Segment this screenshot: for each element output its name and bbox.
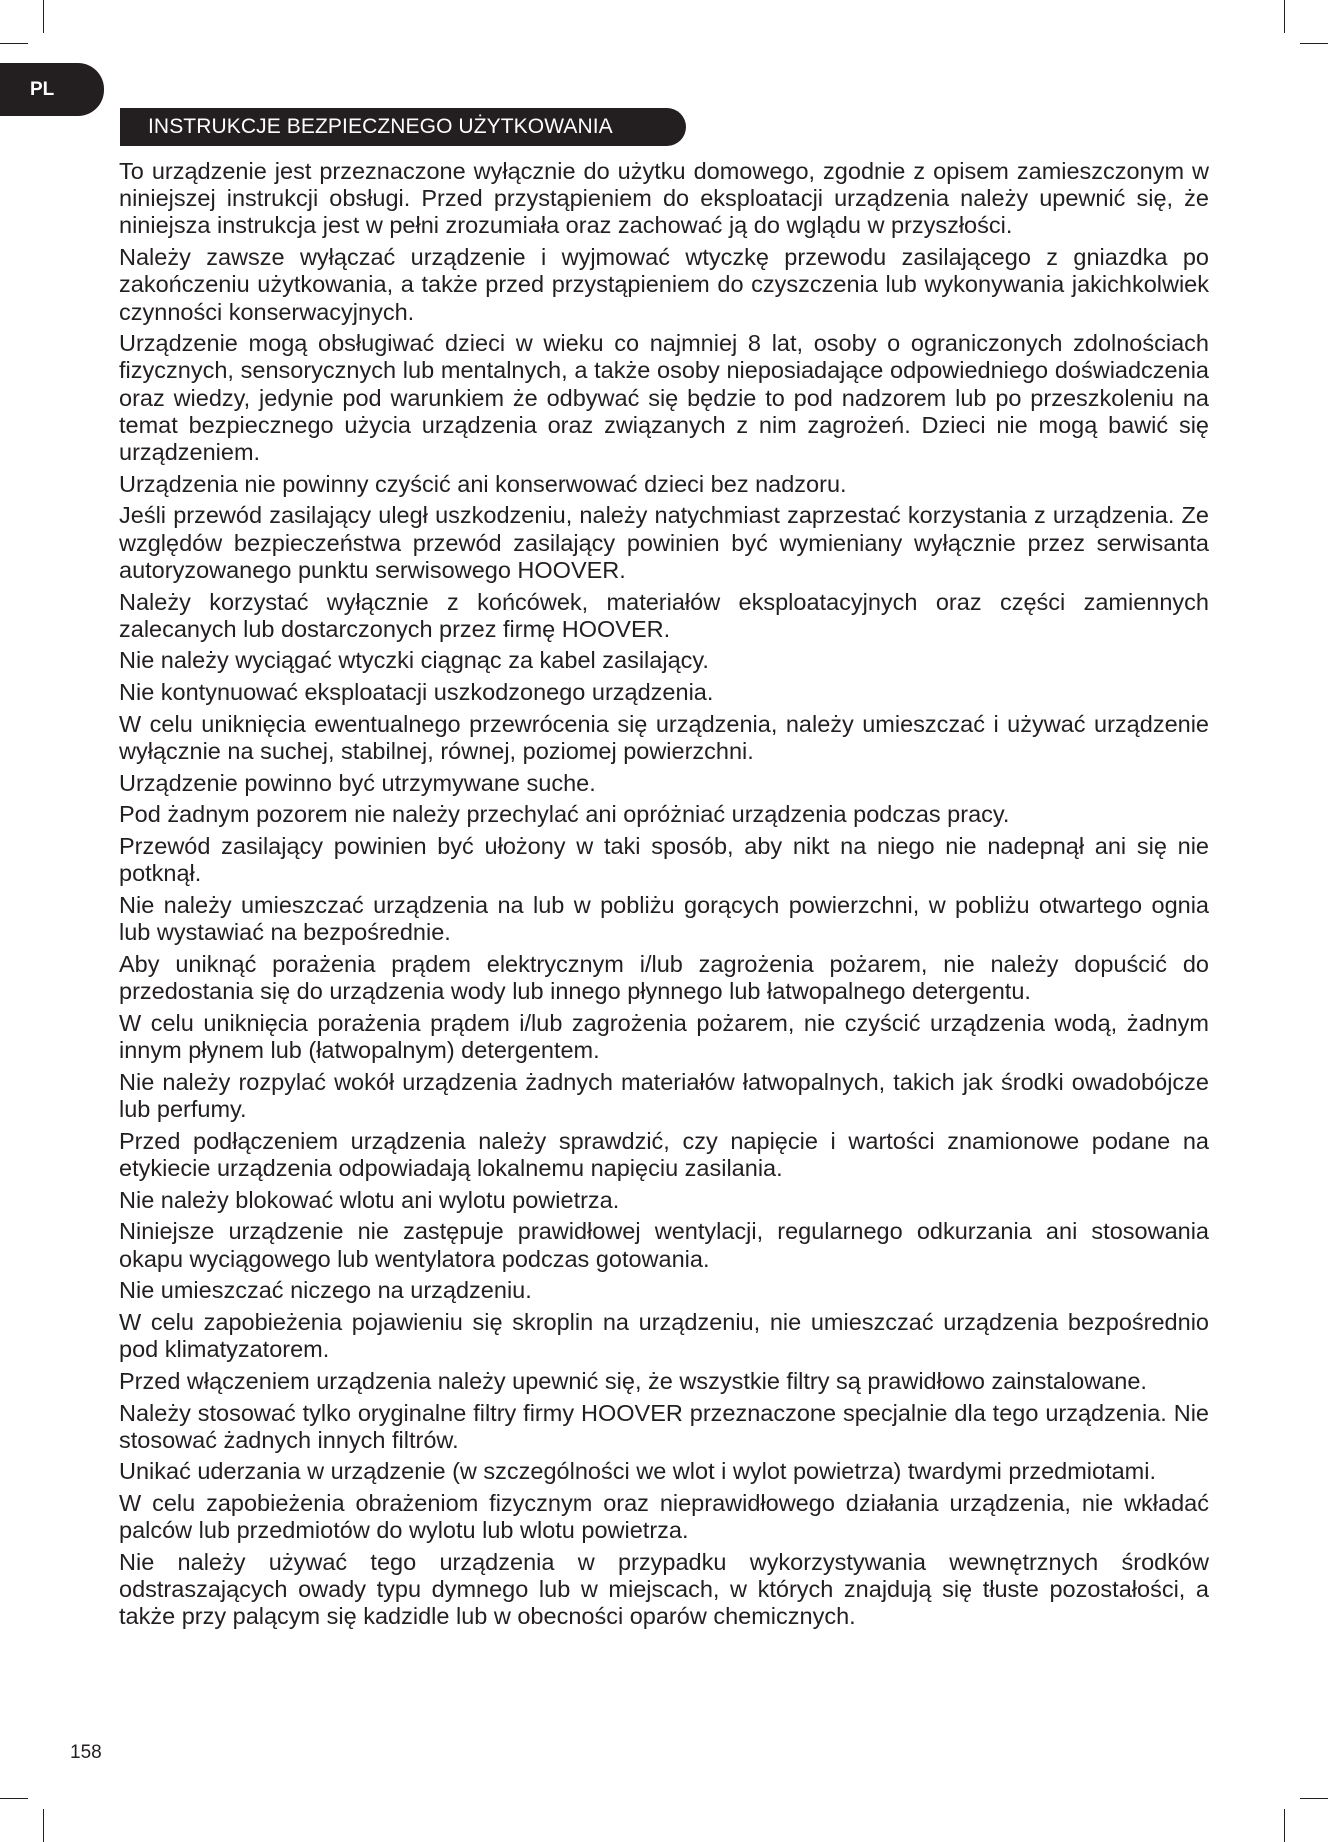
section-title: INSTRUKCJE BEZPIECZNEGO UŻYTKOWANIA: [120, 108, 686, 146]
safety-instructions-body: [119, 158, 1209, 1635]
paragraph: Jeśli przewód zasilający uległ uszkodzeniu, należy natychmiast zaprzestać korzystania z urządzenia. Ze względów bezpieczeństwa przewód zasilający powinien być wymieniany wyłącznie przez serwisanta autoryzowanego punktu serwisowego HOOVER.: [119, 502, 1209, 583]
crop-mark-top-right: [1284, 0, 1285, 33]
page-number: 158: [70, 1742, 102, 1763]
crop-mark-top-right-h: [1300, 43, 1328, 44]
paragraph: Unikać uderzania w urządzenie (w szczególności we wlot i wylot powietrza) twardymi przedmiotami.: [119, 1458, 1156, 1485]
crop-mark-bottom-left-h: [0, 1798, 28, 1799]
paragraph: Należy stosować tylko oryginalne filtry firmy HOOVER przeznaczone specjalnie dla tego urządzenia. Nie stosować żadnych innych filtrów.: [119, 1399, 1209, 1453]
paragraph: Urządzenie mogą obsługiwać dzieci w wieku co najmniej 8 lat, osoby o ograniczonych zdolnościach fizycznych, sensorycznych lub mentalnych, a także osoby nieposiadające odpowiedniego doświadczenia oraz wiedzy, jedynie pod warunkiem że odbywać się będzie to pod nadzorem lub po przeszkoleniu na temat bezpiecznego użycia urządzenia oraz związanych z nim zagrożeń. Dzieci nie mogą bawić się urządzeniem.: [119, 330, 1209, 466]
paragraph: Nie należy wyciągać wtyczki ciągnąc za kabel zasilający.: [119, 647, 709, 674]
paragraph: Nie umieszczać niczego na urządzeniu.: [119, 1277, 532, 1304]
paragraph: Niniejsze urządzenie nie zastępuje prawidłowej wentylacji, regularnego odkurzania ani stosowania okapu wyciągowego lub wentylatora podczas gotowania.: [119, 1218, 1209, 1272]
paragraph: To urządzenie jest przeznaczone wyłącznie do użytku domowego, zgodnie z opisem zamieszczonym w niniejszej instrukcji obsługi. Przed przystąpieniem do eksploatacji urządzenia należy upewnić się, że niniejsza instrukcja jest w pełni zrozumiała oraz zachować ją do wglądu w przyszłości.: [119, 158, 1209, 239]
paragraph: Nie należy umieszczać urządzenia na lub w pobliżu gorących powierzchni, w pobliżu otwartego ognia lub wystawiać na bezpośrednie.: [119, 892, 1209, 946]
paragraph: Należy korzystać wyłącznie z końcówek, materiałów eksploatacyjnych oraz części zamiennych zalecanych lub dostarczonych przez firmę HOOVER.: [119, 588, 1209, 642]
language-tab: PL: [0, 63, 104, 116]
paragraph: W celu uniknięcia ewentualnego przewrócenia się urządzenia, należy umieszczać i używać urządzenie wyłącznie na suchej, stabilnej, równej, poziomej powierzchni.: [119, 710, 1209, 765]
paragraph: Pod żadnym pozorem nie należy przechylać ani opróżniać urządzenia podczas pracy.: [119, 801, 1010, 828]
paragraph: W celu zapobieżenia obrażeniom fizycznym oraz nieprawidłowego działania urządzenia, nie wkładać palców lub przedmiotów do wylotu lub wlotu powietrza.: [119, 1490, 1209, 1544]
paragraph: Urządzenia nie powinny czyścić ani konserwować dzieci bez nadzoru.: [119, 470, 847, 497]
paragraph: Należy zawsze wyłączać urządzenie i wyjmować wtyczkę przewodu zasilającego z gniazdka po zakończeniu użytkowania, a także przed przystąpieniem do czyszczenia lub wykonywania jakichkolwiek czynności konserwacyjnych.: [119, 244, 1209, 325]
paragraph: Przewód zasilający powinien być ułożony w taki sposób, aby nikt na niego nie nadepnął ani się nie potknął.: [119, 833, 1209, 887]
paragraph: Urządzenie powinno być utrzymywane suche.: [119, 769, 596, 796]
paragraph: W celu zapobieżenia pojawieniu się skroplin na urządzeniu, nie umieszczać urządzenia bezpośrednio pod klimatyzatorem.: [119, 1308, 1209, 1363]
crop-mark-bottom-left: [43, 1809, 44, 1842]
crop-mark-top-left-h: [0, 43, 28, 44]
paragraph: Przed włączeniem urządzenia należy upewnić się, że wszystkie filtry są prawidłowo zainstalowane.: [119, 1367, 1147, 1394]
paragraph: Przed podłączeniem urządzenia należy sprawdzić, czy napięcie i wartości znamionowe podane na etykiecie urządzenia odpowiadają lokalnemu napięciu zasilania.: [119, 1127, 1209, 1181]
crop-mark-bottom-right-h: [1300, 1798, 1328, 1799]
paragraph: Nie należy rozpylać wokół urządzenia żadnych materiałów łatwopalnych, takich jak środki owadobójcze lub perfumy.: [119, 1068, 1209, 1122]
paragraph: Nie należy blokować wlotu ani wylotu powietrza.: [119, 1186, 620, 1213]
paragraph: Aby uniknąć porażenia prądem elektrycznym i/lub zagrożenia pożarem, nie należy dopuścić do przedostania się do urządzenia wody lub innego płynnego lub łatwopalnego detergentu.: [119, 950, 1209, 1005]
paragraph: Nie należy używać tego urządzenia w przypadku wykorzystywania wewnętrznych środków odstraszających owady typu dymnego lub w miejscach, w których znajdują się tłuste pozostałości, a także przy palącym się kadzidle lub w obecności oparów chemicznych.: [119, 1549, 1209, 1630]
paragraph: Nie kontynuować eksploatacji uszkodzonego urządzenia.: [119, 679, 714, 706]
crop-mark-bottom-right: [1284, 1809, 1285, 1842]
crop-mark-top-left: [43, 0, 44, 33]
paragraph: W celu uniknięcia porażenia prądem i/lub zagrożenia pożarem, nie czyścić urządzenia wodą, żadnym innym płynem lub (łatwopalnym) detergentem.: [119, 1009, 1209, 1064]
